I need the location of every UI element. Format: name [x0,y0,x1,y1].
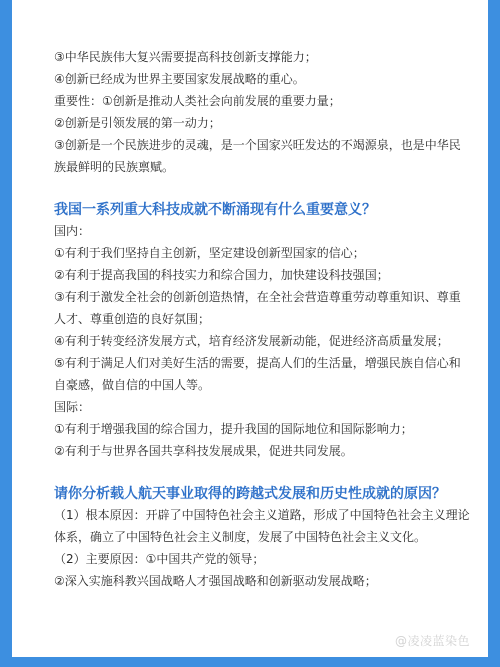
section-importance [54,46,470,178]
section-heading: 我国一系列重大科技成就不断涌现有什么重要意义？ [54,202,376,218]
paragraph-line: （2）主要原因：①中国共产党的领导； [54,552,265,566]
paragraph-line: 重要性：①创新是推动人类社会向前发展的重要力量； [54,94,341,108]
paragraph-line: ④有利于转变经济发展方式，培育经济发展新动能，促进经济高质量发展； [54,334,449,348]
paragraph-line: 国际： [54,400,91,414]
paragraph-line: ③中华民族伟大复兴需要提高科技创新支撑能力； [54,50,317,64]
paragraph-line: 国内： [54,224,91,238]
paragraph-line: ②创新是引领发展的第一动力； [54,116,221,130]
paragraph-line: ①有利于我们坚持自主创新，坚定建设创新型国家的信心； [54,246,365,260]
paragraph-line: ①有利于增强我国的综合国力，提升我国的国际地位和国际影响力； [54,422,413,436]
section-achievements [54,200,470,462]
paragraph-line: ④创新已经成为世界主要国家发展战略的重心。 [54,72,305,86]
paragraph-line: ②有利于与世界各国共享科技发展成果，促进共同发展。 [54,444,353,458]
section-spacer [54,178,470,200]
paragraph-line: ②深入实施科教兴国战略人才强国战略和创新驱动发展战略； [54,574,377,588]
paragraph-line: （1）根本原因：开辟了中国特色社会主义道路，形成了中国特色社会主义理论体系，确立了中国特色社会主义制度，发展了中国特色社会主义文化。 [54,508,470,544]
paragraph-line: ②有利于提高我国的科技实力和综合国力，加快建设科技强国； [54,268,389,282]
section-space-program [54,484,470,592]
section-heading: 请你分析载人航天事业取得的跨越式发展和历史性成就的原因？ [54,486,446,502]
paragraph-line: ③有利于激发全社会的创新创造热情，在全社会营造尊重劳动尊重知识、尊重人才、尊重创造的良好氛围； [54,290,461,326]
document-content [54,46,470,592]
paragraph-line: ⑤有利于满足人们对美好生活的需要，提高人们的生活量，增强民族自信心和自豪感，做自信的中国人等。 [54,356,461,392]
paragraph-line: ③创新是一个民族进步的灵魂，是一个国家兴旺发达的不竭源泉，也是中华民族最鲜明的民族禀赋。 [54,138,461,174]
section-spacer [54,462,470,484]
watermark: @凌凌蓝染色 [394,634,470,648]
